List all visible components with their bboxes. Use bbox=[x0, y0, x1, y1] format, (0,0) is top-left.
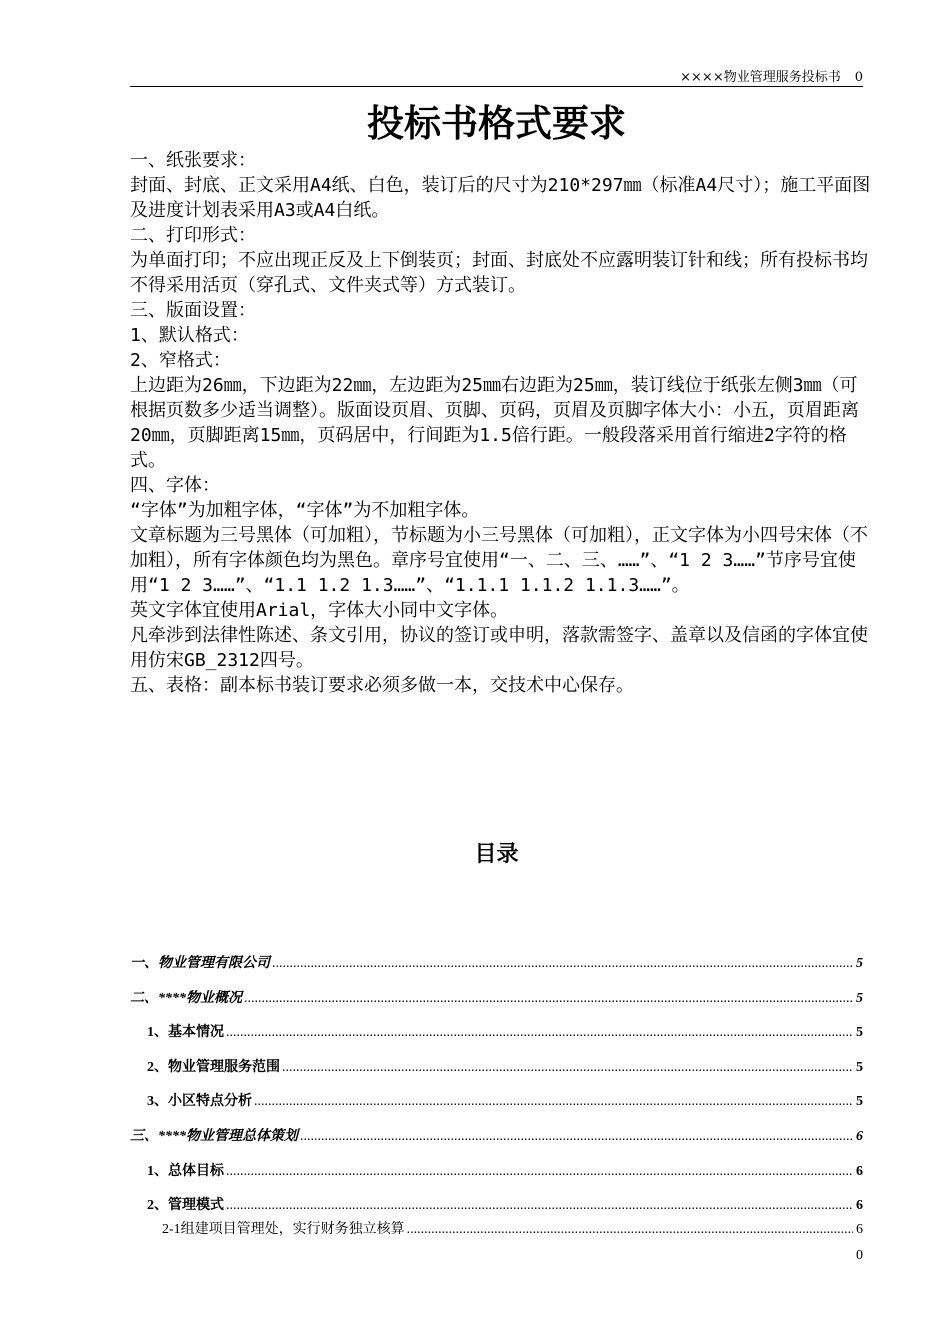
toc-entry-page: 6 bbox=[856, 1128, 863, 1144]
paragraph: 英文字体宜使用Arial，字体大小同中文字体。 bbox=[130, 600, 509, 621]
toc-entry-page: 5 bbox=[856, 1094, 863, 1110]
toc-entry-page: 6 bbox=[856, 1198, 863, 1214]
section-heading: 二、打印形式： bbox=[130, 225, 256, 246]
toc-entry[interactable] bbox=[130, 1090, 863, 1125]
toc-entry[interactable] bbox=[130, 1218, 863, 1240]
toc-entry-label: 二、****物业概况 bbox=[130, 990, 242, 1006]
paragraph: 为单面打印；不应出现正反及上下倒装页；封面、封底处不应露明装订针和线；所有投标书均不得采用活页（穿孔式、文件夹式等）方式装订。 bbox=[130, 250, 868, 296]
section-heading: 四、字体： bbox=[130, 475, 220, 496]
requirements-body bbox=[130, 148, 875, 698]
toc-entry-page: 6 bbox=[856, 1163, 863, 1179]
toc-entry-label: 1、基本情况 bbox=[147, 1025, 224, 1041]
paragraph: 封面、封底、正文采用A4纸、白色，装订后的尺寸为210*297㎜（标准A4尺寸）；施工平面图及进度计划表采用A3或A4白纸。 bbox=[130, 175, 871, 221]
toc-leader bbox=[272, 956, 853, 972]
section-heading: 一、纸张要求： bbox=[130, 150, 256, 171]
header-title: ××××物业管理服务投标书 bbox=[680, 70, 841, 85]
toc-entry[interactable] bbox=[130, 987, 863, 1022]
document-title: 投标书格式要求 bbox=[367, 102, 626, 145]
toc-entry-page: 5 bbox=[856, 990, 863, 1006]
toc-entry[interactable] bbox=[130, 1125, 863, 1160]
paragraph: 文章标题为三号黑体（可加粗），节标题为小三号黑体（可加粗），正文字体为小四号宋体（不加粗），所有字体颜色均为黑色。章序号宜使用“一、二、三、……”、“1 2 3……”节序号宜使用“1 2 3……”、“1.1 1.2 1.3……”、“1.1.1 1.1.2 1.1.3……”。 bbox=[130, 525, 868, 596]
toc-entry-page: 5 bbox=[856, 956, 863, 971]
paragraph: 五、表格：副本标书装订要求必须多做一本，交技术中心保存。 bbox=[130, 675, 634, 696]
toc-entry[interactable] bbox=[130, 1160, 863, 1195]
toc-title: 目录 bbox=[474, 842, 519, 867]
sub-heading: 2、窄格式： bbox=[130, 350, 231, 371]
toc-entry-page: 5 bbox=[856, 1025, 863, 1041]
toc-leader bbox=[226, 1025, 853, 1041]
paragraph: 上边距为26㎜，下边距为22㎜，左边距为25㎜右边距为25㎜，装订线位于纸张左侧3㎜（可根据页数多少适当调整）。版面设页眉、页脚、页码，页眉及页脚字体大小：小五，页眉距离20㎜，页脚距离15㎜，页码居中，行间距为1.5倍行距。一般段落采用首行缩进2字符的格式。 bbox=[130, 375, 859, 471]
toc-entry-label: 1、总体目标 bbox=[147, 1163, 224, 1179]
footer-page-number: 0 bbox=[856, 1248, 863, 1263]
toc-entry-page: 5 bbox=[856, 1059, 863, 1075]
toc-leader bbox=[254, 1094, 853, 1110]
toc-entry[interactable] bbox=[130, 1021, 863, 1056]
toc-leader bbox=[226, 1164, 853, 1180]
toc-entry-label: 3、小区特点分析 bbox=[147, 1094, 252, 1110]
paragraph: “字体”为加粗字体，“字体”为不加粗字体。 bbox=[130, 500, 480, 521]
toc-entry[interactable] bbox=[130, 952, 863, 987]
toc-leader bbox=[300, 1129, 853, 1145]
section-heading: 三、版面设置： bbox=[130, 300, 256, 321]
toc-entry-label: 2、物业管理服务范围 bbox=[147, 1059, 280, 1075]
toc-entry[interactable] bbox=[130, 1194, 863, 1218]
toc-entry-label: 2、管理模式 bbox=[147, 1198, 224, 1214]
page-header bbox=[130, 66, 863, 87]
table-of-contents bbox=[130, 952, 863, 1240]
header-page-number: 0 bbox=[854, 70, 863, 85]
toc-entry-label: 2-1组建项目管理处，实行财务独立核算 bbox=[162, 1222, 405, 1238]
toc-entry-page: 6 bbox=[856, 1222, 863, 1238]
sub-heading: 1、默认格式： bbox=[130, 325, 249, 346]
toc-leader bbox=[226, 1198, 853, 1214]
toc-entry-label: 三、****物业管理总体策划 bbox=[130, 1128, 298, 1144]
toc-entry[interactable] bbox=[130, 1056, 863, 1091]
paragraph: 凡牵涉到法律性陈述、条文引用，协议的签订或申明，落款需签字、盖章以及信函的字体宜使用仿宋GB_2312四号。 bbox=[130, 625, 868, 671]
toc-entry-label: 一、物业管理有限公司 bbox=[130, 956, 270, 971]
toc-leader bbox=[407, 1222, 853, 1238]
toc-leader bbox=[244, 991, 853, 1007]
toc-leader bbox=[282, 1060, 853, 1076]
